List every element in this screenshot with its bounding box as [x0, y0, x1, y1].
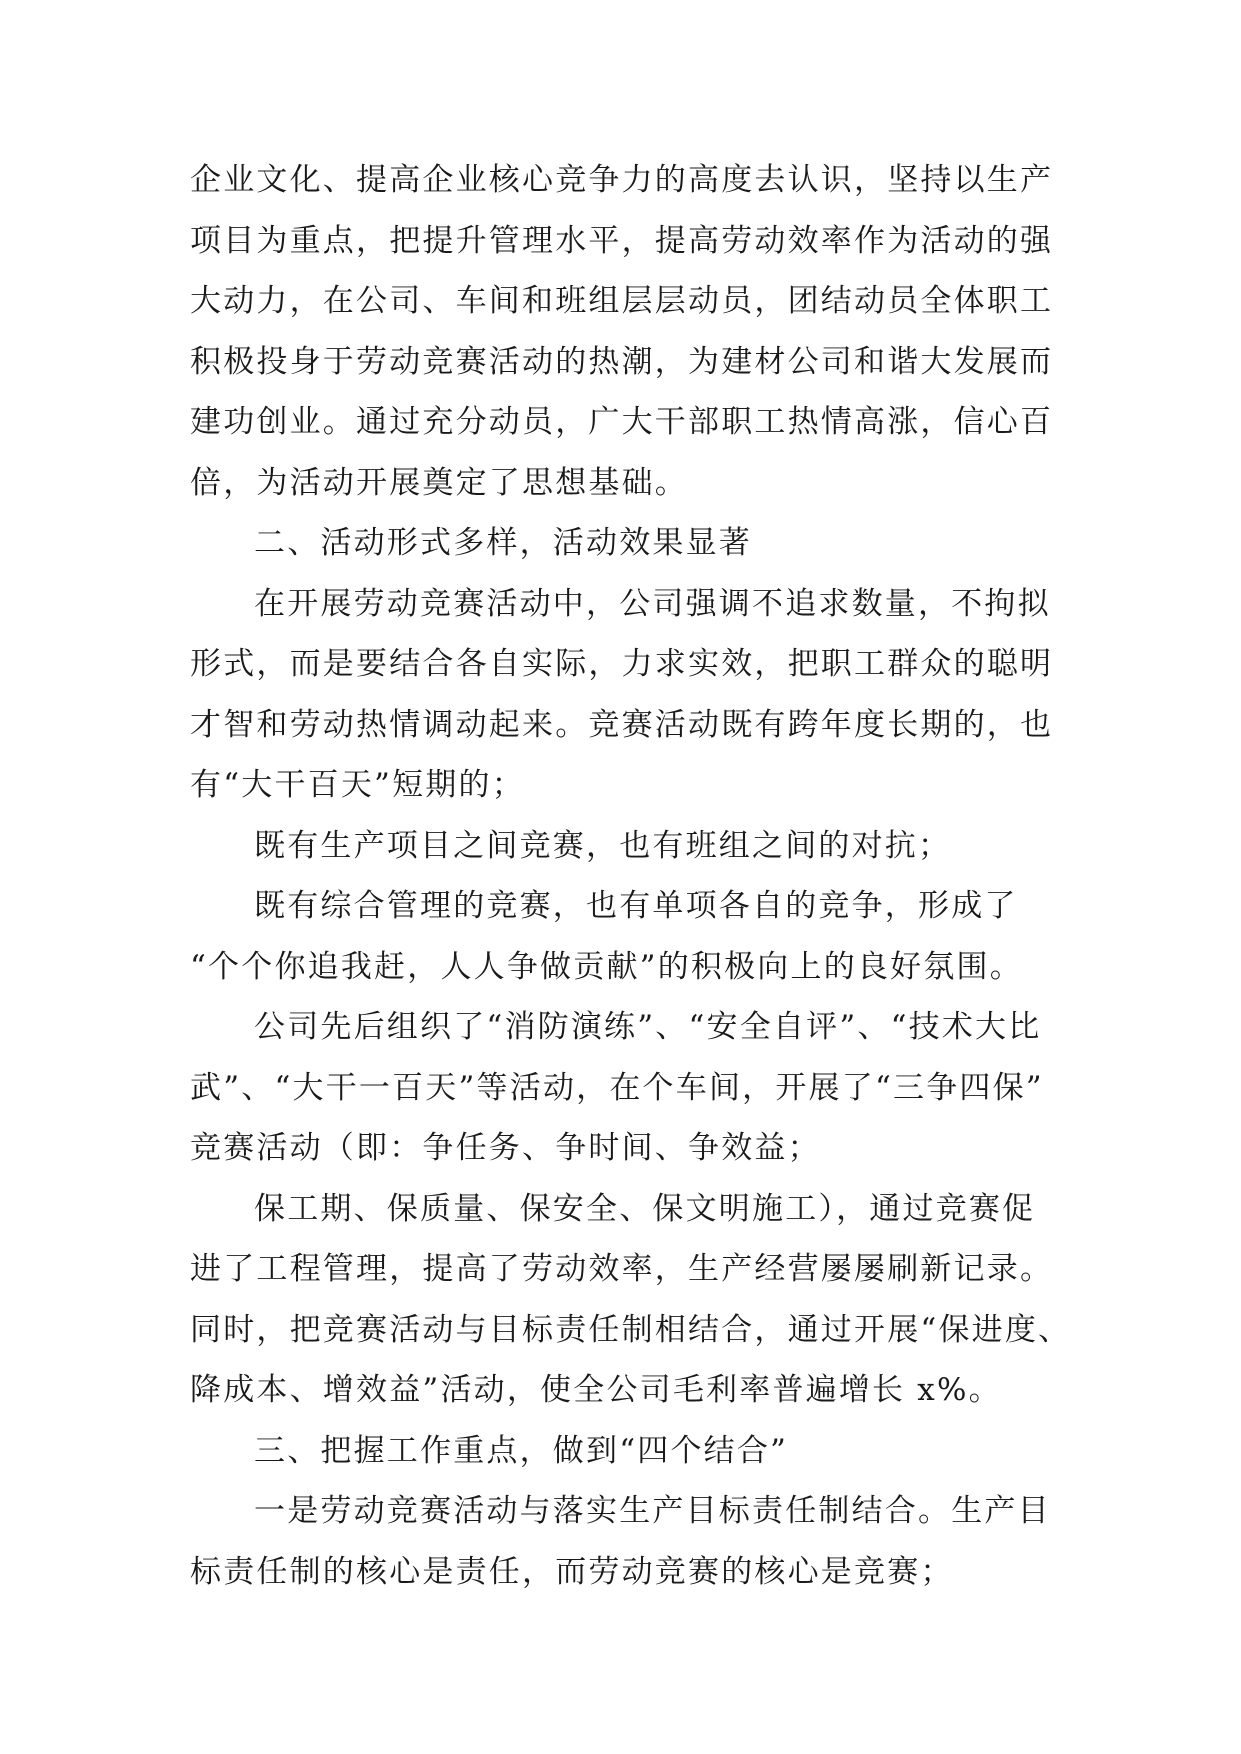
- text-line: 一是劳动竞赛活动与落实生产目标责任制结合。生产目: [254, 1493, 1051, 1529]
- section-heading: 三、把握工作重点，做到“四个结合”: [254, 1432, 789, 1469]
- text-line: 既有生产项目之间竞赛，也有班组之间的对抗；: [254, 827, 952, 864]
- text-line: 大动力，在公司、车间和班组层层动员，团结动员全体职工: [190, 283, 1054, 319]
- text-line: 公司先后组织了“消防演练”、“安全自评”、“技术大比: [254, 1009, 1042, 1045]
- text-line: 有“大干百天”短期的；: [190, 767, 525, 803]
- text-line: 武”、“大干一百天”等活动，在个车间，开展了“三争四保”: [190, 1069, 1044, 1106]
- text-line: 积极投身于劳动竞赛活动的热潮，为建材公司和谐大发展而: [190, 343, 1054, 380]
- text-line: 既有综合管理的竞赛，也有单项各自的竞争，形成了: [254, 888, 1018, 924]
- text-line: 倍，为活动开展奠定了思想基础。: [190, 464, 688, 501]
- section-heading: 二、活动形式多样，活动效果显著: [254, 525, 752, 561]
- text-line: 在开展劳动竞赛活动中，公司强调不追求数量，不拘拟: [254, 585, 1051, 622]
- text-line: 企业文化、提高企业核心竞争力的高度去认识，坚持以生产: [190, 162, 1054, 198]
- document-body: [190, 150, 1072, 1602]
- text-line: 竞赛活动（即：争任务、争时间、争效益；: [190, 1130, 821, 1166]
- text-line: 进了工程管理，提高了劳动效率，生产经营屡屡刷新记录。: [190, 1251, 1054, 1287]
- text-line: 才智和劳动热情调动起来。竞赛活动既有跨年度长期的，也: [190, 706, 1054, 743]
- text-line: 降成本、增效益”活动，使全公司毛利率普遍增长 x%。: [190, 1372, 1002, 1408]
- text-line: 形式，而是要结合各自实际，力求实效，把职工群众的聪明: [190, 646, 1054, 682]
- text-line: “个个你追我赶，人人争做贡献”的积极向上的良好氛围。: [190, 948, 1023, 985]
- text-line: 项目为重点，把提升管理水平，提高劳动效率作为活动的强: [190, 222, 1054, 259]
- text-line: 建功创业。通过充分动员，广大干部职工热情高涨，信心百: [190, 404, 1054, 440]
- text-line: 保工期、保质量、保安全、保文明施工），通过竞赛促: [254, 1190, 1036, 1227]
- text-line: 同时，把竞赛活动与目标责任制相结合，通过开展“保进度、: [190, 1311, 1072, 1348]
- text-line: 标责任制的核心是责任，而劳动竞赛的核心是竞赛；: [190, 1553, 954, 1590]
